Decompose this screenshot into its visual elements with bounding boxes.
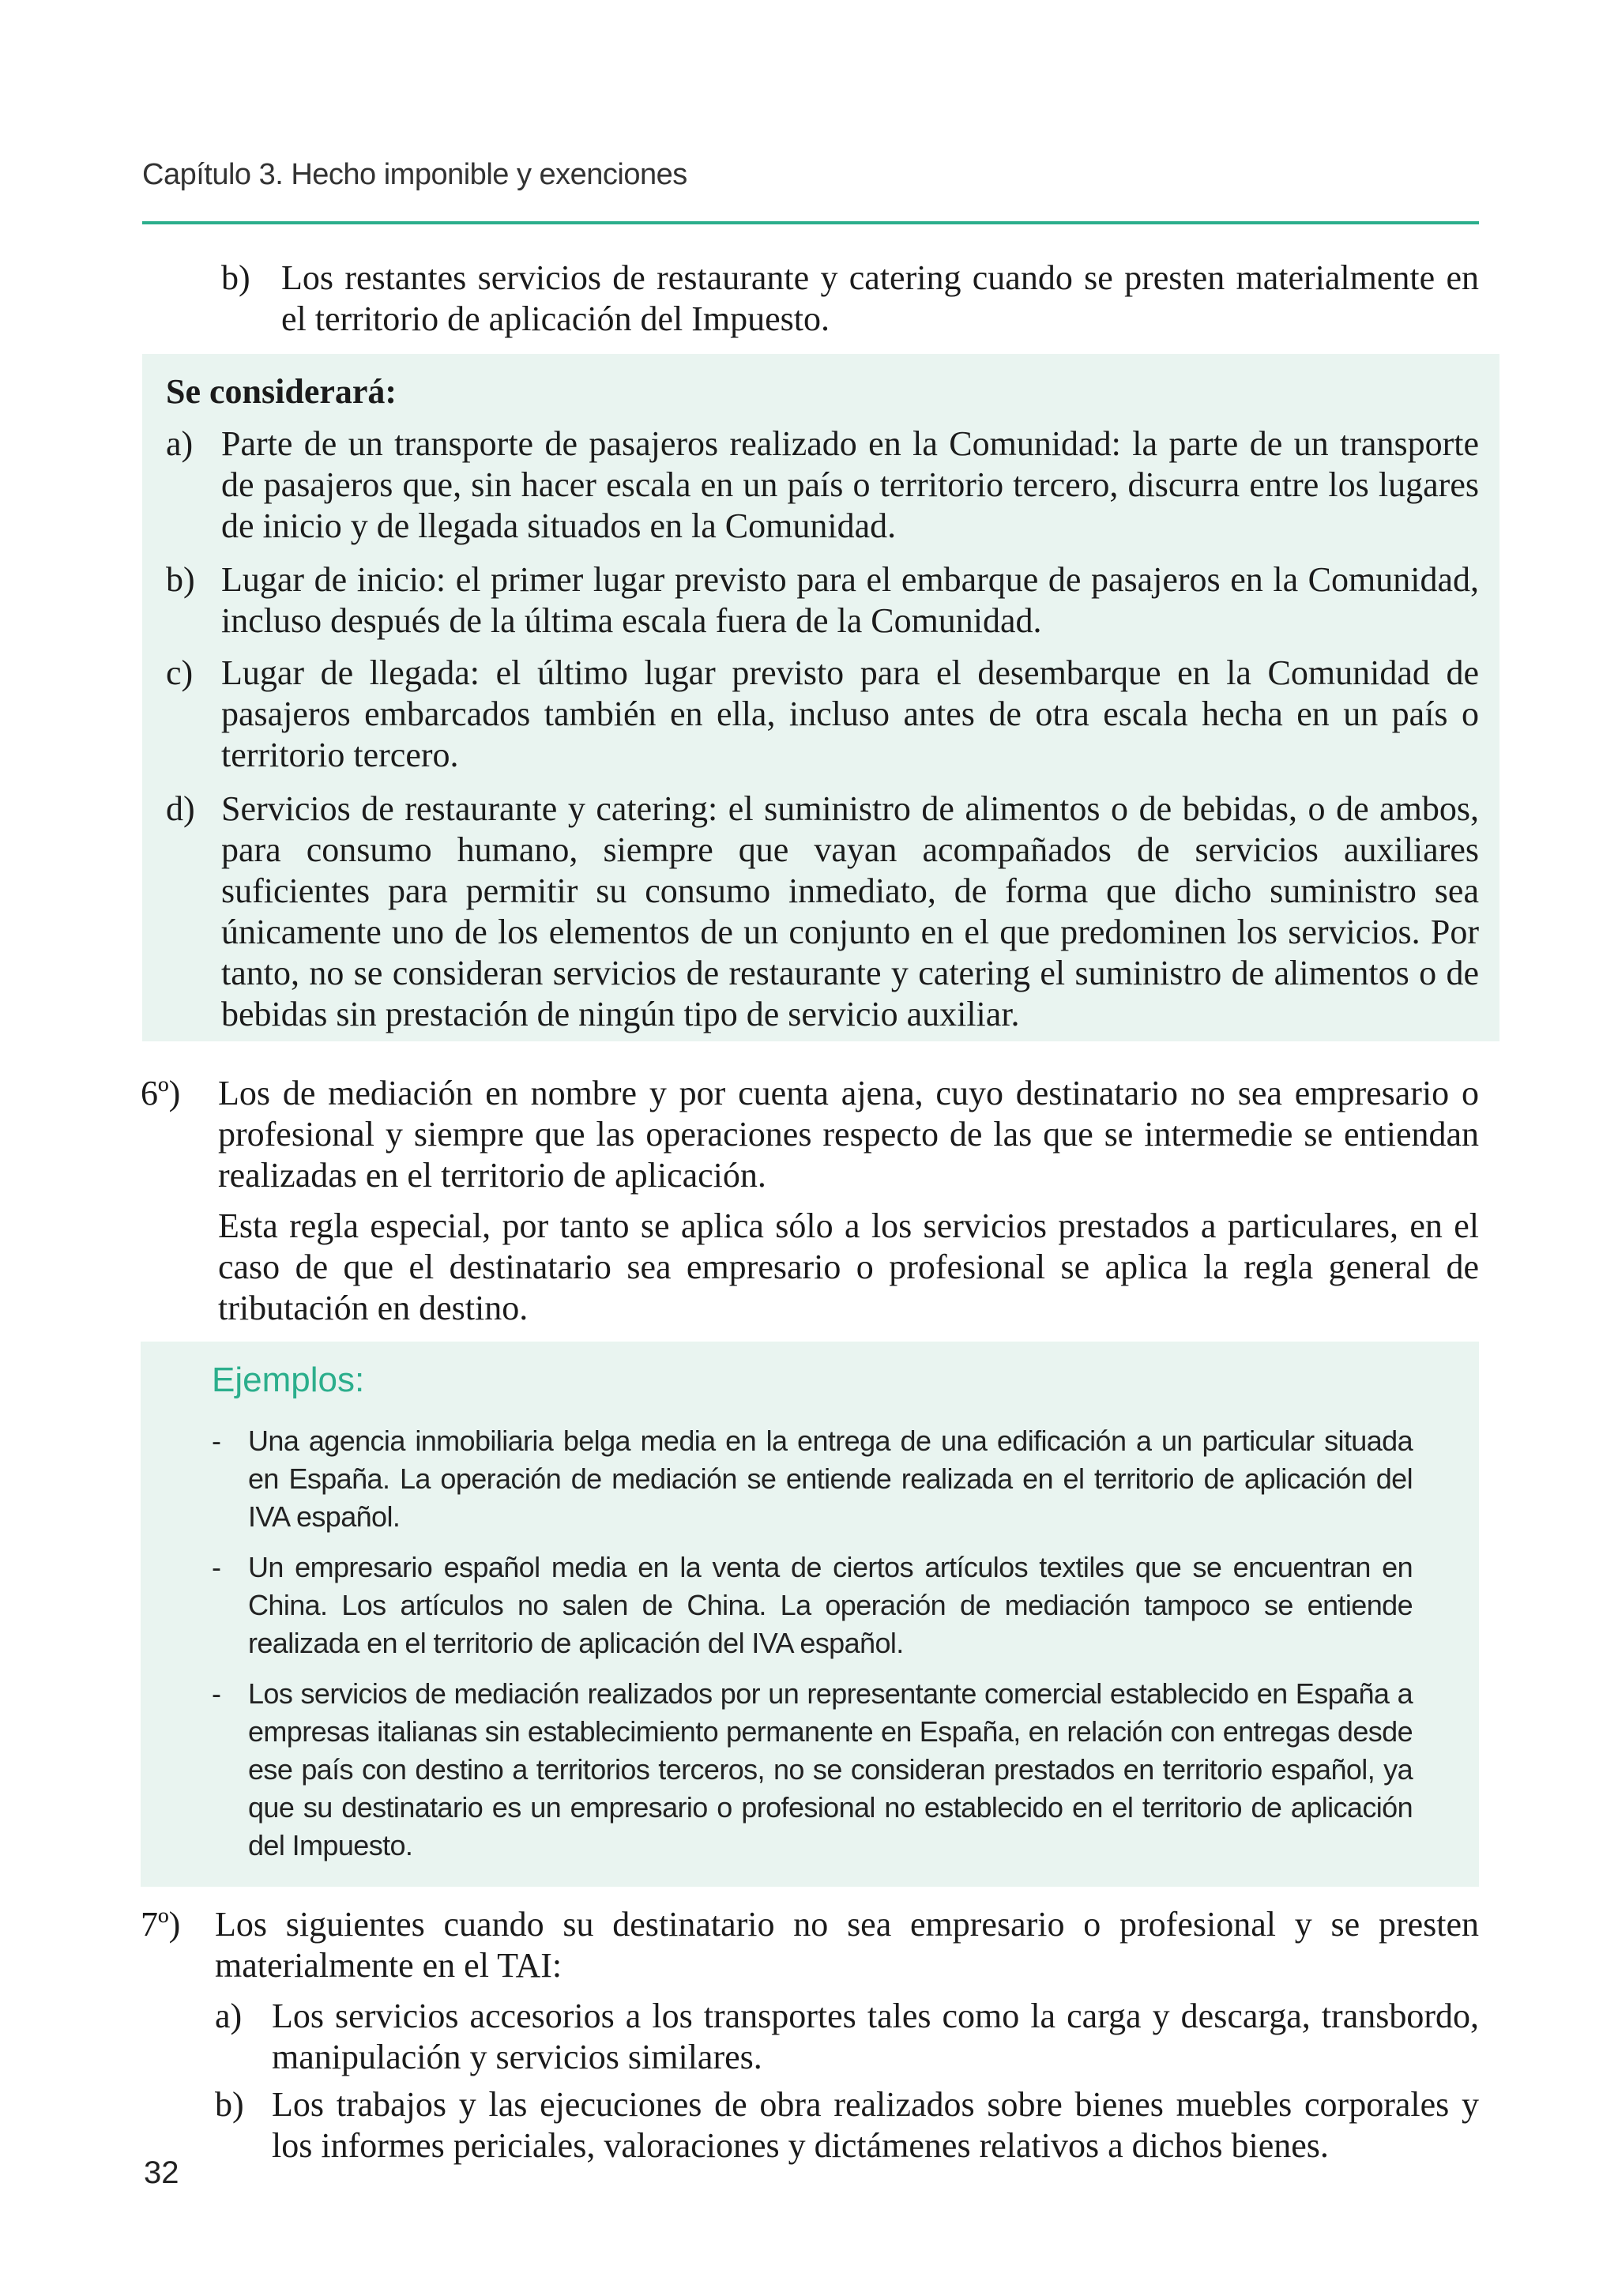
definition-item-a	[166, 423, 1479, 547]
intro-item-text: Los restantes servicios de restaurante y catering cuando se presten materialmente en el territorio de aplicación del Impuesto.	[281, 258, 1479, 338]
definitions-box-title: Se considerará:	[166, 372, 397, 411]
intro-item-label: b)	[221, 258, 250, 297]
example-text: Los servicios de mediación realizados por un representante comercial establecido en España a empresas italianas sin establecimiento permanente en España, en relación con entregas desde ese país con destino a territorios terceros, no se consideran prestados en territorio español, ya que su destinatario es un empresario o profesional no establecido en el territorio de aplicación del Impuesto.	[248, 1677, 1413, 1861]
examples-box-title: Ejemplos:	[212, 1361, 365, 1399]
sub-item-text: Los servicios accesorios a los transportes tales como la carga y descarga, transbordo, manipulación y servicios similares.	[272, 1997, 1479, 2076]
example-bullet: -	[212, 1677, 221, 1710]
list-item-7-text: Los siguientes cuando su destinatario no sea empresario o profesional y se presten materialmente en el TAI:	[215, 1905, 1479, 1985]
example-item-3	[212, 1675, 1413, 1865]
list-item-6-note: Esta regla especial, por tanto se aplica sólo a los servicios prestados a particulares, en el caso de que el destinatario sea empresario o profesional se aplica la regla general de tributación en destino.	[218, 1206, 1479, 1327]
definition-item-text: Parte de un transporte de pasajeros realizado en la Comunidad: la parte de un transporte de pasajeros que, sin hacer escala en un país o territorio tercero, discurra entre los lugares de inicio y de llegada situados en la Comunidad.	[221, 424, 1479, 545]
definition-item-label: b)	[166, 560, 195, 599]
example-bullet: -	[212, 1551, 221, 1583]
list-item-7-sub-b	[215, 2084, 1479, 2166]
definition-item-label: d)	[166, 789, 195, 828]
list-item-7	[141, 1904, 1479, 1986]
definition-item-text: Lugar de inicio: el primer lugar previsto para el embarque de pasajeros en la Comunidad, incluso después de la última escala fuera de la Comunidad.	[221, 560, 1479, 640]
example-item-1	[212, 1422, 1413, 1536]
list-item-6	[141, 1073, 1479, 1196]
definition-item-text: Servicios de restaurante y catering: el suministro de alimentos o de bebidas, o de ambos, para consumo humano, siempre que vayan acompañados de servicios auxiliares suficientes para permitir su consumo inmediato, de forma que dicho suministro sea únicamente uno de los elementos de un conjunto en el que predominen los servicios. Por tanto, no se consideran servicios de restaurante y catering el suministro de alimentos o de bebidas sin prestación de ningún tipo de servicio auxiliar.	[221, 789, 1479, 1033]
definition-item-label: c)	[166, 653, 194, 692]
example-text: Un empresario español media en la venta de ciertos artículos textiles que se encuentran en China. Los artículos no salen de China. La operación de mediación tampoco se entiende realizada en el territorio de aplicación del IVA español.	[248, 1551, 1413, 1659]
definition-item-d	[166, 789, 1479, 1035]
page-number: 32	[144, 2155, 179, 2190]
example-item-2	[212, 1549, 1413, 1662]
definition-item-label: a)	[166, 424, 194, 463]
list-item-6-text: Los de mediación en nombre y por cuenta ajena, cuyo destinatario no sea empresario o profesional y siempre que las operaciones respecto de las que se intermedie se entiendan realizadas en el territorio de aplicación.	[218, 1074, 1479, 1195]
example-bullet: -	[212, 1425, 221, 1457]
definition-item-b	[166, 559, 1479, 642]
running-header: Capítulo 3. Hecho imponible y exenciones	[142, 158, 687, 191]
intro-list-item	[221, 258, 1479, 340]
definition-item-c	[166, 653, 1479, 776]
sub-item-label: b)	[215, 2085, 244, 2124]
header-rule	[142, 221, 1479, 224]
sub-item-text: Los trabajos y las ejecuciones de obra realizados sobre bienes muebles corporales y los informes periciales, valoraciones y dictámenes relativos a dichos bienes.	[272, 2085, 1479, 2165]
list-item-7-label: 7º)	[141, 1905, 181, 1944]
definition-item-text: Lugar de llegada: el último lugar previsto para el desembarque en la Comunidad de pasajeros embarcados también en ella, incluso antes de otra escala hecha en un país o territorio tercero.	[221, 653, 1479, 774]
list-item-6-label: 6º)	[141, 1074, 181, 1112]
example-text: Una agencia inmobiliaria belga media en la entrega de una edificación a un particular situada en España. La operación de mediación se entiende realizada en el territorio de aplicación del IVA español.	[248, 1425, 1413, 1533]
sub-item-label: a)	[215, 1997, 243, 2035]
list-item-7-sub-a	[215, 1996, 1479, 2078]
